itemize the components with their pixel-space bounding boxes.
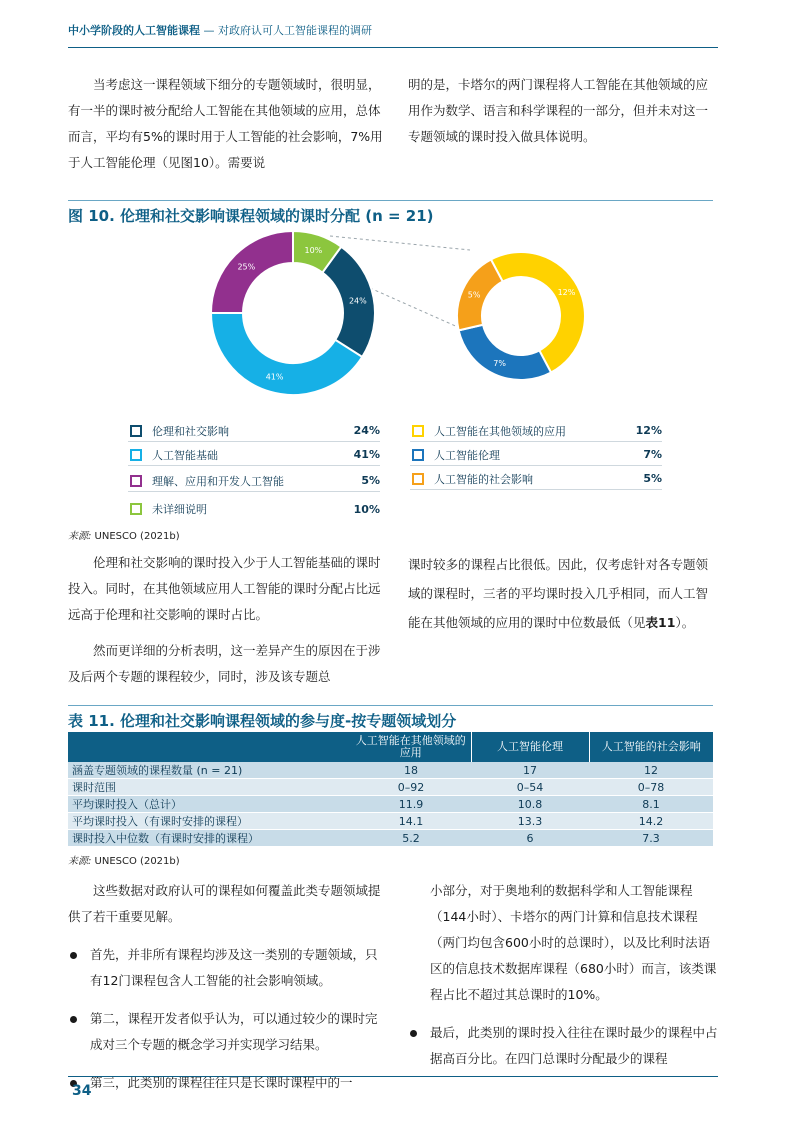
bullet-item (68, 942, 388, 994)
table-title: 表 11. 伦理和社交影响课程领域的参与度-按专题领域划分 (68, 705, 713, 731)
table-cell: 10.8 (471, 796, 589, 813)
table-header-row (68, 732, 713, 762)
body-paragraph: 伦理和社交影响的课时投入少于人工智能基础的课时投入。同时，在其他领域应用人工智能的课时分配占比远远高于伦理和社交影响的课时占比。 (68, 555, 381, 622)
header-subtitle: — 对政府认可人工智能课程的调研 (200, 24, 372, 37)
table-source (68, 852, 180, 867)
table-cell: 0–78 (589, 779, 713, 796)
footer-rule (68, 1076, 718, 1077)
table-cell: 12 (589, 762, 713, 779)
bullet-text: 最后，此类别的课时投入往往在课时最少的课程中占据高百分比。在四门总课时分配最少的课程 (430, 1025, 718, 1066)
legend-swatch (412, 425, 424, 437)
page-number: 34 (72, 1083, 92, 1099)
legend-item (128, 420, 380, 442)
body-text-end: ）。 (675, 615, 695, 630)
donut-slice-label: 41% (265, 372, 284, 382)
legend-value: 10% (353, 502, 380, 516)
intro-paragraph-cont: 明的是，卡塔尔的两门课程将人工智能在其他领域的应用作为数学、语言和科学课程的一部分，但并未对这一专题领域的课时投入做具体说明。 (408, 77, 709, 144)
donut-chart-detail (455, 250, 587, 382)
table-cell: 8.1 (589, 796, 713, 813)
source-label: 来源: (68, 856, 92, 867)
legend-item (410, 420, 662, 442)
table-ref-number: 11 (658, 615, 676, 630)
bullet-item (68, 1070, 388, 1096)
source-text: UNESCO (2021b) (91, 856, 180, 867)
legend-label: 人工智能基础 (152, 448, 218, 462)
legend-label: 未详细说明 (152, 503, 207, 516)
legend-swatch (130, 475, 142, 487)
table-cell: 11.9 (351, 796, 471, 813)
bullet-text: 第三，此类别的课程往往只是长课时课程中的一 (90, 1075, 353, 1090)
table-cell: 17 (471, 762, 589, 779)
legend-label: 人工智能在其他领域的应用 (434, 424, 566, 438)
legend-item (128, 498, 380, 520)
body-paragraph: 这些数据对政府认可的课程如何覆盖此类专题领域提供了若干重要见解。 (68, 883, 381, 924)
table-cell: 6 (471, 830, 589, 847)
row-label: 课时投入中位数（有课时安排的课程） (68, 830, 351, 847)
bullet-continuation: 小部分，对于奥地利的数据科学和人工智能课程（144小时）、卡塔尔的两门计算和信息技术课程（两门均包含600小时的总课时），以及比利时法语区的信息技术数据库课程（680小时）而言，该类课程占比不超过其总课时的10%。 (430, 883, 717, 1002)
legend-label: 人工智能伦理 (434, 448, 500, 462)
intro-paragraph: 当考虑这一课程领域下细分的专题领域时，很明显，有一半的课时被分配给人工智能在其他领域的应用，总体而言，平均有5%的课时用于人工智能的社会影响，7%用于人工智能伦理（见图10）。需要说 (68, 77, 383, 170)
middle-right-column (408, 550, 718, 637)
row-label: 涵盖专题领域的课程数量 (n = 21) (68, 762, 351, 779)
legend-item (128, 470, 380, 492)
table-cell: 7.3 (589, 830, 713, 847)
donut-slice-label: 7% (493, 358, 506, 368)
donut-slice-label: 10% (304, 246, 323, 256)
donut-chart-main (208, 228, 378, 398)
legend-left (128, 420, 380, 520)
bullet-dot-icon (70, 952, 77, 959)
bullet-dot-icon (70, 1016, 77, 1023)
legend-label: 伦理和社交影响 (152, 424, 229, 438)
legend-label: 人工智能的社会影响 (434, 472, 533, 486)
bullet-list (408, 1020, 720, 1072)
legend-swatch (130, 503, 142, 515)
bullet-list (68, 942, 388, 1096)
legend-item (410, 444, 662, 466)
table-header-cell: 人工智能的社会影响 (589, 732, 713, 762)
legend-value: 41% (353, 448, 380, 461)
source-text: UNESCO (2021b) (91, 531, 180, 542)
legend-swatch (412, 449, 424, 461)
row-label: 课时范围 (68, 779, 351, 796)
bullet-item (408, 1020, 720, 1072)
bullet-dot-icon (410, 1030, 417, 1037)
bottom-right-column (408, 878, 720, 1072)
donut-slice-label: 5% (467, 290, 481, 300)
donut-slice-label: 12% (557, 287, 576, 297)
table-header-cell (68, 732, 351, 762)
legend-right (410, 420, 662, 500)
legend-value: 24% (353, 424, 380, 437)
row-label: 平均课时投入（总计） (68, 796, 351, 813)
table-cell: 0–92 (351, 779, 471, 796)
bullet-item (68, 1006, 388, 1058)
intro-right-column (408, 72, 718, 150)
legend-value: 12% (635, 424, 662, 437)
table-row (68, 830, 713, 847)
donut-slice (211, 231, 293, 313)
legend-swatch (412, 473, 424, 485)
donut-slice-label: 25% (237, 262, 256, 272)
table-cell: 0–54 (471, 779, 589, 796)
figure-source (68, 527, 180, 542)
legend-value: 7% (643, 448, 662, 461)
table-cell: 14.1 (351, 813, 471, 830)
table-ref: 表 (645, 615, 659, 630)
table-cell: 14.2 (589, 813, 713, 830)
bullet-text: 首先，并非所有课程均涉及这一类别的专题领域，只有12门课程包含人工智能的社会影响领域。 (90, 947, 378, 988)
table-row (68, 762, 713, 779)
donut-slice (459, 325, 551, 380)
table-row (68, 796, 713, 813)
source-label: 来源: (68, 531, 92, 542)
bottom-left-column (68, 878, 388, 1096)
legend-value: 5% (643, 472, 662, 485)
legend-label: 理解、应用和开发人工智能 (152, 474, 284, 488)
table-cell: 13.3 (471, 813, 589, 830)
table-row (68, 813, 713, 830)
middle-left-column (68, 550, 383, 690)
legend-value: 5% (361, 474, 380, 487)
body-paragraph-cont (408, 550, 718, 637)
table-cell: 18 (351, 762, 471, 779)
body-paragraph: 然而更详细的分析表明，这一差异产生的原因在于涉及后两个专题的课程较少，同时，涉及该专题总 (68, 643, 381, 684)
table-cell: 5.2 (351, 830, 471, 847)
table-header-cell: 人工智能在其他领域的应用 (351, 732, 471, 762)
legend-item (410, 468, 662, 490)
running-header (68, 22, 718, 48)
data-table (68, 732, 713, 847)
bullet-text: 第二，课程开发者似乎认为，可以通过较少的课时完成对三个专题的概念学习并实现学习结果。 (90, 1011, 378, 1052)
intro-left-column (68, 72, 383, 176)
body-text: 课时较多的课程占比很低。因此，仅考虑针对各专题领域的课程时，三者的平均课时投入几乎相同，而人工智能在其他领域的应用的课时中位数最低（见 (408, 557, 709, 630)
legend-swatch (130, 449, 142, 461)
donut-slice (211, 313, 362, 395)
figure-title: 图 10. 伦理和社交影响课程领域的课时分配 (n = 21) (68, 200, 713, 226)
row-label: 平均课时投入（有课时安排的课程） (68, 813, 351, 830)
header-title: 中小学阶段的人工智能课程 (68, 24, 200, 37)
legend-swatch (130, 425, 142, 437)
legend-item (128, 444, 380, 466)
donut-slice-label: 24% (348, 296, 367, 306)
table-header-cell: 人工智能伦理 (471, 732, 589, 762)
table-row (68, 779, 713, 796)
